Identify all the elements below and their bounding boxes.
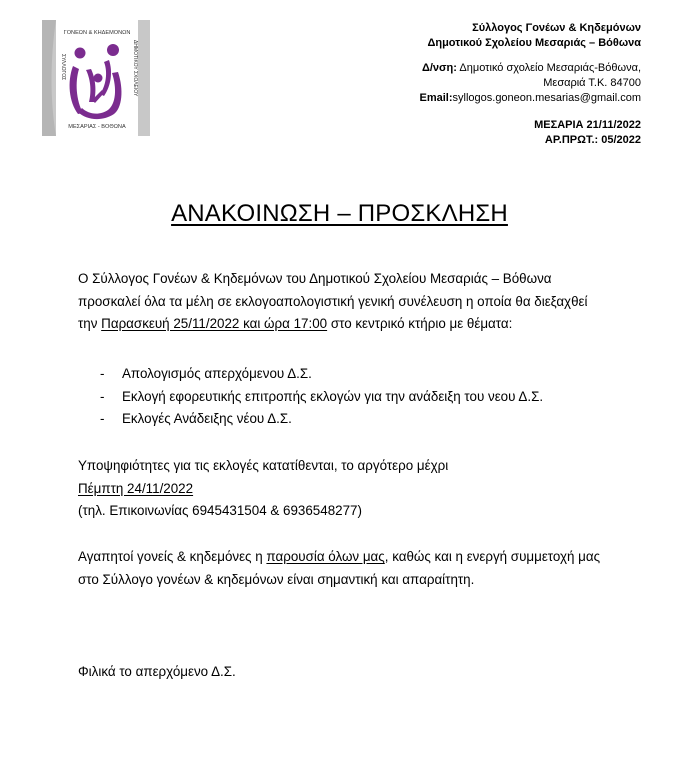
address-line2: Μεσαριά Τ.Κ. 84700 (543, 77, 641, 89)
list-item: - Εκλογή εφορευτικής επιτροπής εκλογών για την ανάδειξη του νεου Δ.Σ. (100, 388, 544, 404)
email-line (420, 91, 642, 106)
agenda-list (78, 363, 608, 431)
org-name-line2: Δημοτικού Σχολείου Μεσαριάς – Βόθωνα (427, 37, 641, 49)
address-line1 (420, 61, 642, 76)
page-title: ΑΝΑΚΟΙΝΩΣΗ – ΠΡΟΣΚΛΗΣΗ (171, 200, 508, 227)
email-label: Email: (419, 92, 453, 104)
letterhead (420, 21, 642, 148)
protocol-number: ΑΡ.ΠΡΩΤ.: 05/2022 (544, 134, 641, 146)
list-item: - Απολογισμός απερχόμενου Δ.Σ. (100, 366, 312, 381)
list-item: - Εκλογές Ανάδειξης νέου Δ.Σ. (100, 411, 292, 426)
meeting-datetime: Παρασκευή 25/11/2022 και ώρα 17:00 (101, 316, 328, 331)
presence-emphasis: παρουσία όλων μας (266, 549, 385, 564)
logo-bottom-text: ΜΕΣΑΡΙΑΣ - ΒΟΘΩΝΑ (68, 124, 126, 130)
association-logo (42, 20, 150, 136)
logo-left-text: ΣΥΛΛΟΓΟΣ (60, 54, 66, 81)
candidacy-deadline: Πέμπτη 24/11/2022 (78, 480, 194, 496)
contact-phones: (τηλ. Επικοινωνίας 6945431504 & 6936548277) (78, 503, 362, 518)
appeal-paragraph: Αγαπητοί γονείς & κηδεμόνες η παρουσία όλων μας, καθώς και η ενεργή συμμετοχή μας στο Σύλλογο γονέων & κηδεμόνων είναι σημαντική και απαραίτητη. (78, 549, 601, 587)
logo-right-text: ΔΗΜΟΤΙΚΟΥ ΣΧΟΛΕΙΟΥ (132, 40, 138, 97)
logo-right-gray-band (138, 20, 150, 136)
document-date: ΜΕΣΑΡΙΑ 21/11/2022 (534, 119, 641, 131)
candidacy-paragraph: Υποψηφιότητες για τις εκλογές κατατίθενται, το αργότερο μέχρι Πέμπτη 24/11/2022 (τηλ. Επικοινωνίας 6945431504 & 6936548277) (78, 455, 608, 523)
email-value: syllogos.goneon.mesarias@gmail.com (452, 92, 641, 104)
address-label: Δ/νση: (421, 62, 457, 74)
invitation-paragraph: Ο Σύλλογος Γονέων & Κηδεμόνων του Δημοτικού Σχολείου Μεσαριάς – Βόθωνα προσκαλεί όλα τα μέλη σε εκλογοαπολογιστική γενική συνέλευση η οποία θα διεξαχθεί την Παρασκευή 25/11/2022 και ώρα 17:00 στο κεντρικό κτήριο με θέματα: (78, 271, 588, 331)
address-value: Δημοτικό σχολείο Μεσαριάς-Βόθωνα, (456, 62, 641, 74)
org-name-line1: Σύλλογος Γονέων & Κηδεμόνων (472, 22, 641, 34)
logo-top-text: ΓΟΝΕΩΝ & ΚΗΔΕΜΟΝΩΝ (63, 30, 131, 36)
closing-signature: Φιλικά το απερχόμενο Δ.Σ. (78, 664, 236, 679)
